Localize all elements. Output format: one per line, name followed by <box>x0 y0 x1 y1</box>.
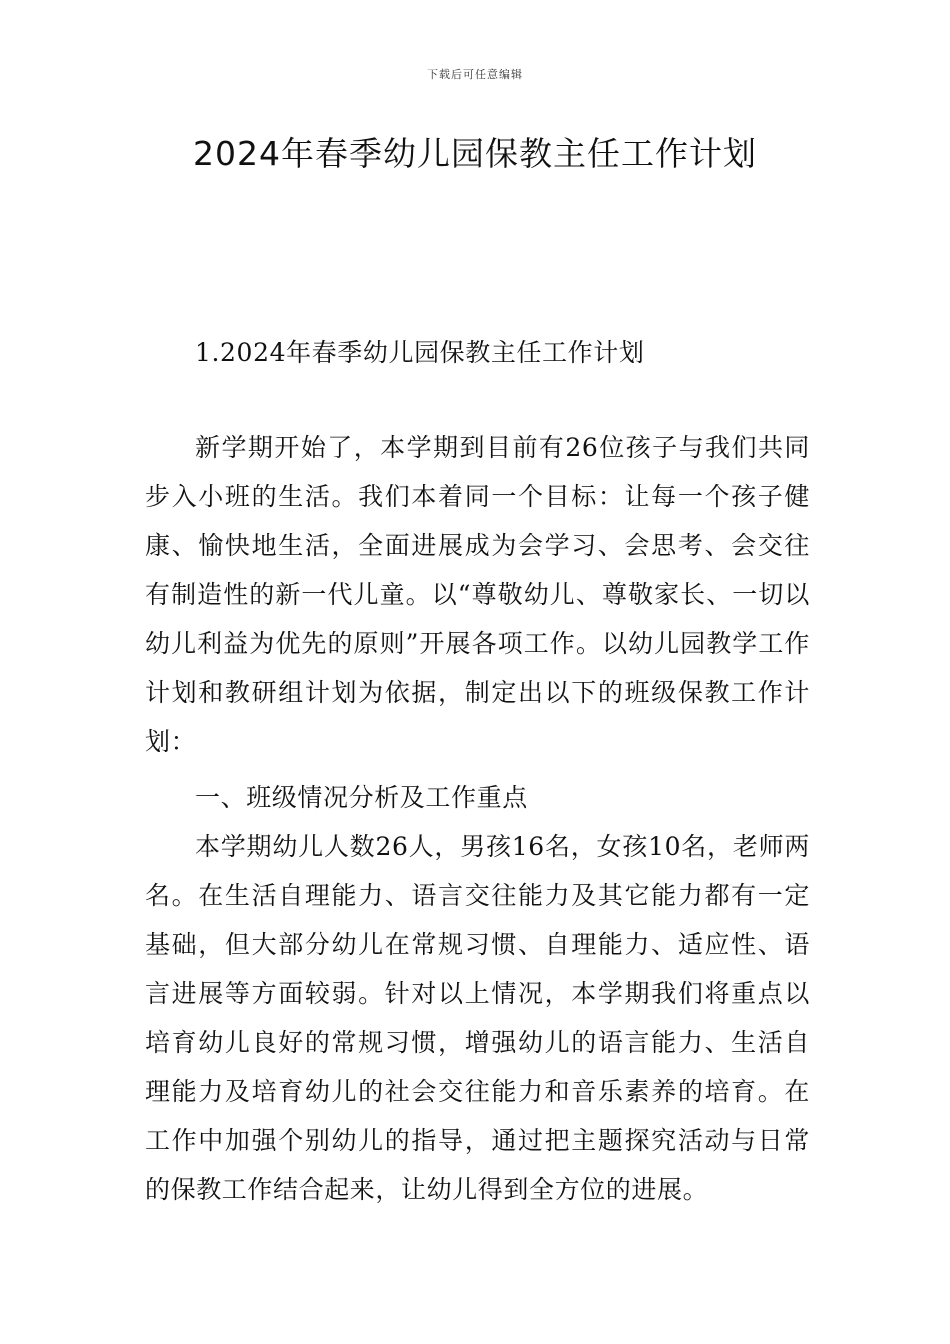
paragraph-class-analysis: 本学期幼儿人数26人，男孩16名，女孩10名，老师两名。在生活自理能力、语言交往能力及其它能力都有一定基础，但大部分幼儿在常规习惯、自理能力、适应性、语言进展等方面较弱。针对以上情况，本学期我们将重点以培育幼儿良好的常规习惯，增强幼儿的语言能力、生活自理能力及培育幼儿的社会交往能力和音乐素养的培育。在工作中加强个别幼儿的指导，通过把主题探究活动与日常的保教工作结合起来，让幼儿得到全方位的进展。 <box>145 832 810 1204</box>
document-title: 2024年春季幼儿园保教主任工作计划 <box>193 134 757 173</box>
page-header-note: 下载后可任意编辑 <box>427 68 523 81</box>
paragraph-intro: 新学期开始了，本学期到目前有26位孩子与我们共同步入小班的生活。我们本着同一个目标：让每一个孩子健康、愉快地生活，全面进展成为会学习、会思考、会交往有制造性的新一代儿童。以“尊敬幼儿、尊敬家长、一切以幼儿利益为优先的原则”开展各项工作。以幼儿园教学工作计划和教研组计划为依据，制定出以下的班级保教工作计划： <box>145 433 810 756</box>
section-heading: 1.2024年春季幼儿园保教主任工作计划 <box>195 338 645 367</box>
subheading-class-analysis: 一、班级情况分析及工作重点 <box>195 783 528 812</box>
